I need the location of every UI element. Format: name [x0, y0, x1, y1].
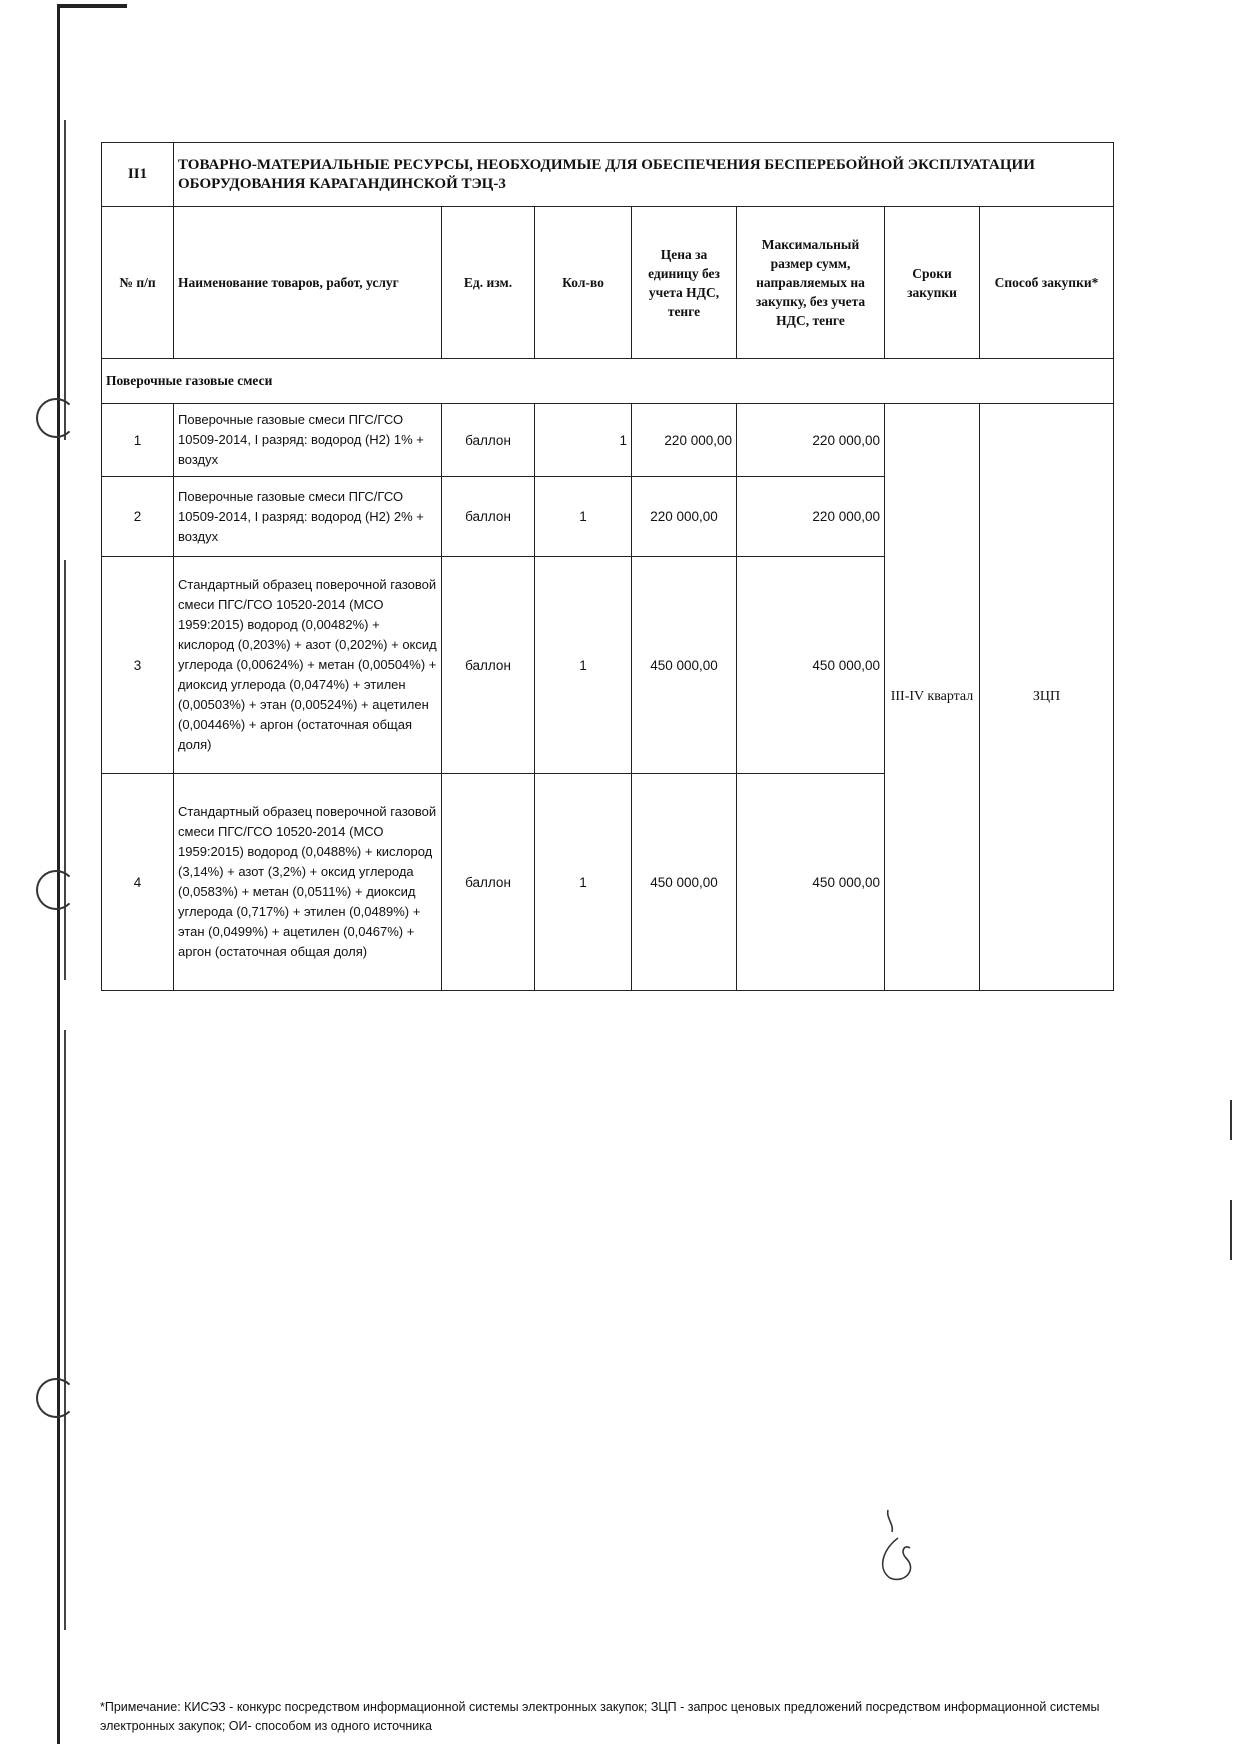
header-num: № п/п [102, 207, 174, 359]
row-sum: 220 000,00 [737, 477, 885, 557]
footnote: *Примечание: КИСЭЗ - конкурс посредством информационной системы электронных закупок; ЗЦП - запрос ценовых предложений посредством информационной системы электронных закупок; ОИ- способом из одного источника [100, 1700, 1100, 1733]
header-unit: Ед. изм. [442, 207, 535, 359]
row-qty: 1 [535, 477, 632, 557]
table-row [102, 404, 1114, 477]
group-title: Поверочные газовые смеси [102, 359, 1114, 404]
row-name: Стандартный образец поверочной газовой смеси ПГС/ГСО 10520-2014 (МСО 1959:2015) водород (0,00482%) + кислород (0,203%) + азот (0,202%) + оксид углерода (0,00624%) + метан (0,00504%) + диоксид углерода (0,0474%) + этилен (0,00503%) + этан (0,00524%) + ацетилен (0,00446%) + аргон (остаточная общая доля) [174, 557, 442, 774]
row-sum: 450 000,00 [737, 774, 885, 991]
section-title: ТОВАРНО-МАТЕРИАЛЬНЫЕ РЕСУРСЫ, НЕОБХОДИМЫЕ ДЛЯ ОБЕСПЕЧЕНИЯ БЕСПЕРЕБОЙНОЙ ЭКСПЛУАТАЦИИ ОБОРУДОВАНИЯ КАРАГАНДИНСКОЙ ТЭЦ-3 [174, 143, 1114, 207]
header-qty: Кол-во [535, 207, 632, 359]
procurement-table [101, 142, 1114, 991]
purchase-term: III-IV квартал [885, 404, 980, 991]
row-unit: баллон [442, 477, 535, 557]
header-row [102, 207, 1114, 359]
row-sum: 450 000,00 [737, 557, 885, 774]
header-max-sum: Максимальный размер сумм, направляемых на закупку, без учета НДС, тенге [737, 207, 885, 359]
row-name: Поверочные газовые смеси ПГС/ГСО 10509-2014, I разряд: водород (Н2) 2% + воздух [174, 477, 442, 557]
binding-tick [64, 1030, 66, 1630]
row-unit: баллон [442, 404, 535, 477]
punch-hole-icon [36, 870, 76, 910]
row-price: 450 000,00 [632, 557, 737, 774]
punch-hole-icon [36, 1378, 76, 1418]
row-num: 1 [102, 404, 174, 477]
header-price: Цена за единицу без учета НДС, тенге [632, 207, 737, 359]
row-name: Стандартный образец поверочной газовой смеси ПГС/ГСО 10520-2014 (МСО 1959:2015) водород (0,0488%) + кислород (3,14%) + азот (3,2%) + оксид углерода (0,0583%) + метан (0,0511%) + диоксид углерода (0,717%) + этилен (0,0489%) + этан (0,0499%) + ацетилен (0,0467%) + аргон (остаточная общая доля) [174, 774, 442, 991]
punch-hole-icon [36, 398, 76, 438]
row-num: 2 [102, 477, 174, 557]
section-number: II1 [102, 143, 174, 207]
binding-mark [57, 4, 127, 8]
row-qty: 1 [535, 557, 632, 774]
row-price: 220 000,00 [632, 404, 737, 477]
binding-tick [64, 120, 66, 440]
header-name: Наименование товаров, работ, услуг [174, 207, 442, 359]
row-qty: 1 [535, 404, 632, 477]
binding-tick [64, 560, 66, 980]
header-method: Способ закупки* [980, 207, 1114, 359]
row-price: 220 000,00 [632, 477, 737, 557]
row-price: 450 000,00 [632, 774, 737, 991]
section-row [102, 143, 1114, 207]
scan-edge-mark [1230, 1100, 1232, 1140]
group-row [102, 359, 1114, 404]
scan-edge-mark [1230, 1200, 1232, 1260]
row-unit: баллон [442, 774, 535, 991]
row-num: 3 [102, 557, 174, 774]
row-qty: 1 [535, 774, 632, 991]
row-unit: баллон [442, 557, 535, 774]
purchase-method: ЗЦП [980, 404, 1114, 991]
header-term: Сроки закупки [885, 207, 980, 359]
row-sum: 220 000,00 [737, 404, 885, 477]
signature-mark [874, 1508, 924, 1588]
row-name: Поверочные газовые смеси ПГС/ГСО 10509-2014, I разряд: водород (Н2) 1% + воздух [174, 404, 442, 477]
row-num: 4 [102, 774, 174, 991]
